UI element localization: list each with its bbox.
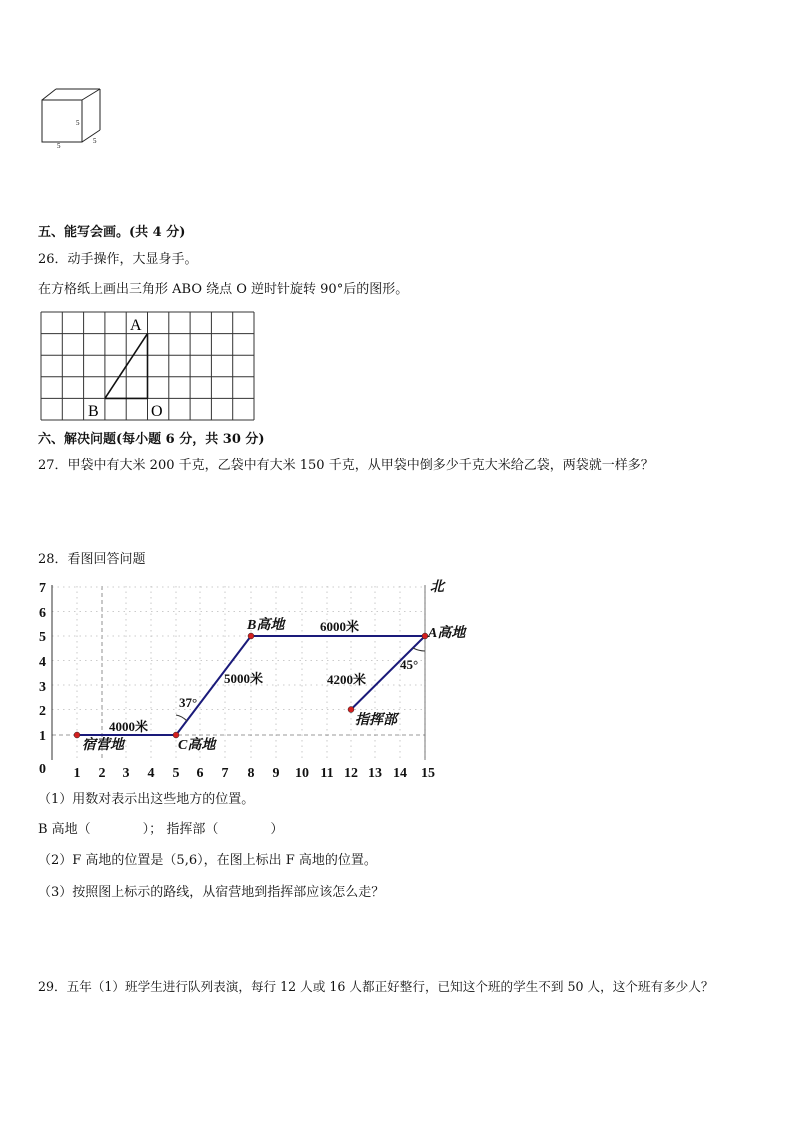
section6-heading: 六、解决问题(每小题 6 分，共 30 分) bbox=[38, 432, 265, 447]
north-label: 北 bbox=[430, 580, 444, 595]
x-tick-9: 9 bbox=[272, 766, 280, 781]
y-tick-1: 1 bbox=[39, 729, 46, 744]
q28-title: 28．看图回答问题 bbox=[38, 552, 146, 567]
cube-label-right: 5 bbox=[76, 119, 80, 127]
distance-c-b: 5000米 bbox=[224, 671, 264, 686]
q26-instruction: 在方格纸上画出三角形 ABO 绕点 O 逆时针旋转 90°后的图形。 bbox=[38, 282, 409, 297]
place-command: 指挥部 bbox=[355, 713, 397, 728]
q26-title: 26．动手操作，大显身手。 bbox=[38, 252, 198, 267]
q28-part1-answers: B 高地（ ）； 指挥部（ ） bbox=[38, 822, 284, 837]
section5-heading: 五、能写会画。(共 4 分) bbox=[38, 225, 186, 240]
x-tick-12: 12 bbox=[344, 766, 358, 781]
point-b-label: B bbox=[88, 403, 99, 420]
y-tick-2: 2 bbox=[39, 704, 46, 719]
point-a-label: A bbox=[130, 317, 142, 334]
q28-part3: （3）按照图上标示的路线，从宿营地到指挥部应该怎么走？ bbox=[38, 885, 385, 900]
x-tick-5: 5 bbox=[172, 766, 180, 781]
point-o-label: O bbox=[151, 403, 163, 420]
origin-label: 0 bbox=[39, 762, 46, 777]
x-tick-7: 7 bbox=[221, 766, 229, 781]
cube-label-bottom: 5 bbox=[57, 142, 61, 150]
y-tick-3: 3 bbox=[39, 680, 46, 695]
distance-camp-c: 4000米 bbox=[109, 719, 149, 734]
x-tick-11: 11 bbox=[320, 766, 334, 781]
x-tick-14: 14 bbox=[393, 766, 407, 781]
angle-label-c: 37° bbox=[179, 695, 198, 710]
angle-arc-c bbox=[176, 715, 187, 721]
rotation-grid bbox=[40, 311, 256, 423]
coordinate-map bbox=[30, 575, 480, 785]
y-tick-7: 7 bbox=[39, 581, 46, 596]
q28-part2: （2）F 高地的位置是（5,6），在图上标出 F 高地的位置。 bbox=[38, 853, 377, 868]
x-tick-3: 3 bbox=[122, 766, 130, 781]
x-tick-15: 15 bbox=[421, 766, 435, 781]
x-tick-13: 13 bbox=[368, 766, 382, 781]
distance-b-a: 6000米 bbox=[320, 619, 360, 634]
x-tick-1: 1 bbox=[73, 766, 81, 781]
angle-label-a: 45° bbox=[400, 657, 419, 672]
cube-figure bbox=[38, 86, 108, 152]
x-tick-4: 4 bbox=[147, 766, 155, 781]
place-c-high: C高地 bbox=[178, 738, 216, 753]
place-b-high: B高地 bbox=[247, 618, 285, 633]
x-tick-2: 2 bbox=[98, 766, 106, 781]
place-a-high: A高地 bbox=[428, 626, 466, 641]
x-tick-8: 8 bbox=[247, 766, 255, 781]
y-tick-4: 4 bbox=[39, 655, 46, 670]
cube-label-depth: 5 bbox=[93, 137, 97, 145]
distance-a-command: 4200米 bbox=[327, 672, 367, 687]
q28-part1: （1）用数对表示出这些地方的位置。 bbox=[38, 792, 255, 807]
place-camp: 宿营地 bbox=[82, 738, 124, 753]
y-tick-5: 5 bbox=[39, 630, 46, 645]
q27-text: 27．甲袋中有大米 200 千克，乙袋中有大米 150 千克，从甲袋中倒多少千克大米给乙袋，两袋就一样多？ bbox=[38, 458, 654, 473]
angle-arc-a bbox=[413, 648, 425, 651]
y-tick-6: 6 bbox=[39, 606, 46, 621]
q29-text: 29．五年（1）班学生进行队列表演，每行 12 人或 16 人都正好整行，已知这个班的学生不到 50 人，这个班有多少人？ bbox=[38, 979, 714, 994]
x-tick-10: 10 bbox=[295, 766, 309, 781]
x-tick-6: 6 bbox=[196, 766, 204, 781]
cube-drawing bbox=[42, 89, 100, 142]
